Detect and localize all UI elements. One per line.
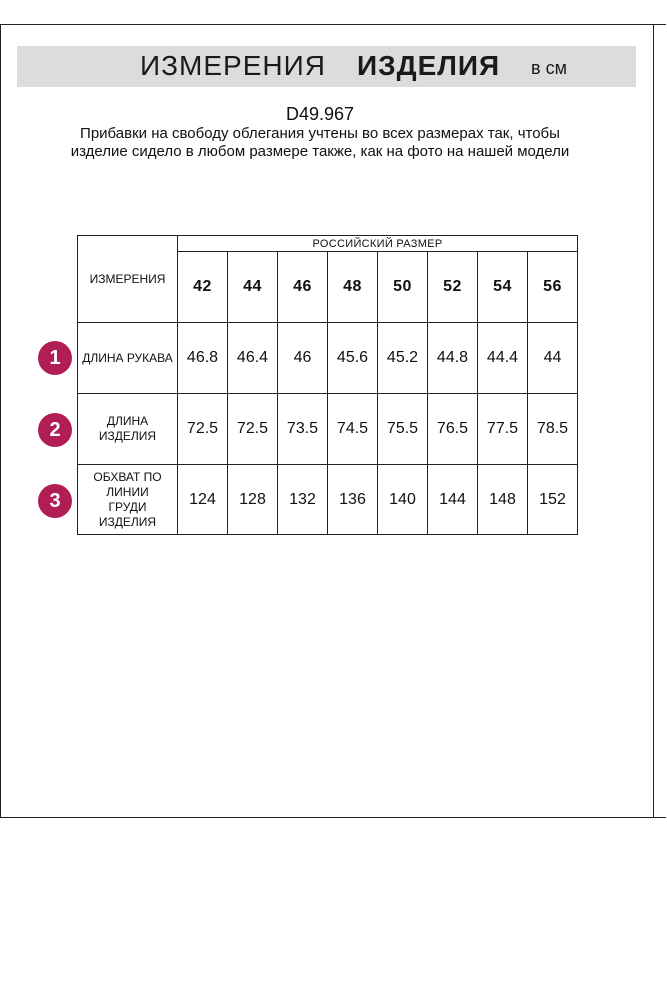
- size-cell: 50: [378, 252, 428, 323]
- fit-note: Прибавки на свободу облегания учтены во всех размерах так, чтобы изделие сидело в любом размере также, как на фото на нашей модели: [70, 125, 570, 160]
- row-label-item-length: ДЛИНА ИЗДЕЛИЯ: [78, 394, 178, 465]
- value-cell: 44.4: [478, 323, 528, 394]
- value-cell: 45.6: [328, 323, 378, 394]
- row-number-badge-3: 3: [38, 484, 72, 518]
- size-cell: 52: [428, 252, 478, 323]
- header-title-item: ИЗДЕЛИЯ: [357, 50, 501, 81]
- frame-right-border: [653, 24, 654, 818]
- size-cell: 42: [178, 252, 228, 323]
- row-label-chest-girth: ОБХВАТ ПО ЛИНИИ ГРУДИ ИЗДЕЛИЯ: [78, 465, 178, 535]
- size-group-header: РОССИЙСКИЙ РАЗМЕР: [178, 236, 578, 252]
- value-cell: 76.5: [428, 394, 478, 465]
- value-cell: 140: [378, 465, 428, 535]
- value-cell: 44: [528, 323, 578, 394]
- size-cell: 46: [278, 252, 328, 323]
- value-cell: 128: [228, 465, 278, 535]
- row-label-sleeve-length: ДЛИНА РУКАВА: [78, 323, 178, 394]
- size-cell: 44: [228, 252, 278, 323]
- size-header-row: [78, 236, 578, 252]
- value-cell: 45.2: [378, 323, 428, 394]
- header-title-measurements: ИЗМЕРЕНИЯ: [140, 50, 326, 81]
- table-row: [78, 465, 578, 535]
- size-cell: 56: [528, 252, 578, 323]
- size-cell: 54: [478, 252, 528, 323]
- value-cell: 78.5: [528, 394, 578, 465]
- value-cell: 72.5: [178, 394, 228, 465]
- value-cell: 46: [278, 323, 328, 394]
- value-cell: 144: [428, 465, 478, 535]
- size-cell: 48: [328, 252, 378, 323]
- value-cell: 132: [278, 465, 328, 535]
- value-cell: 148: [478, 465, 528, 535]
- product-code: D49.967: [285, 104, 355, 124]
- table-row: [78, 323, 578, 394]
- size-table: [77, 235, 578, 535]
- value-cell: 72.5: [228, 394, 278, 465]
- value-cell: 74.5: [328, 394, 378, 465]
- value-cell: 44.8: [428, 323, 478, 394]
- table-row: [78, 394, 578, 465]
- value-cell: 73.5: [278, 394, 328, 465]
- row-number-badge-2: 2: [38, 413, 72, 447]
- value-cell: 77.5: [478, 394, 528, 465]
- corner-label: ИЗМЕРЕНИЯ: [78, 236, 178, 323]
- row-number-badge-1: 1: [38, 341, 72, 375]
- value-cell: 136: [328, 465, 378, 535]
- value-cell: 46.4: [228, 323, 278, 394]
- value-cell: 152: [528, 465, 578, 535]
- header-unit: в см: [531, 58, 567, 78]
- value-cell: 124: [178, 465, 228, 535]
- value-cell: 46.8: [178, 323, 228, 394]
- value-cell: 75.5: [378, 394, 428, 465]
